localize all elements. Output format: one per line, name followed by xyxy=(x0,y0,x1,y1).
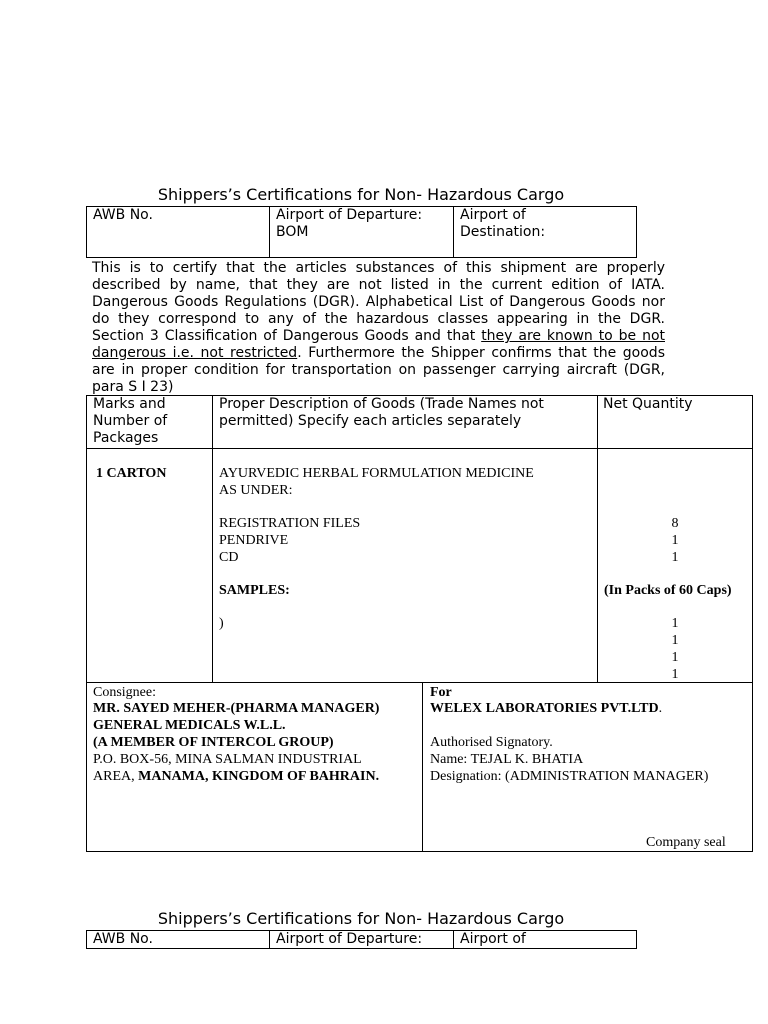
item-name: CD xyxy=(219,550,239,565)
departure-label: Airport of Departure: xyxy=(276,931,423,947)
consignee-name: MR. SAYED MEHER-(PHARMA MANAGER) xyxy=(93,701,380,716)
description-header xyxy=(219,396,544,430)
consignee-label: Consignee: xyxy=(93,685,156,700)
marks-header-line: Packages xyxy=(93,430,159,446)
consignee-company: GENERAL MEDICALS W.L.L. xyxy=(93,718,286,733)
certification-text-1: This is to certify that the articles substances of this shipment are properly described by name, that they are not listed in the current edition of IATA. Dangerous Goods Regulations (DGR). Alphabetical List of Dangerous Goods nor do they correspond to any of the hazardous classes appearing in the DGR. Section 3 Classification of Dangerous Goods and that xyxy=(92,260,665,344)
column-divider xyxy=(597,396,598,682)
departure-value: BOM xyxy=(276,224,309,240)
consignee-group: (A MEMBER OF INTERCOL GROUP) xyxy=(93,735,334,750)
departure-cell xyxy=(270,207,454,257)
shipper-company-suffix: . xyxy=(658,701,663,716)
signatory-designation: Designation: (ADMINISTRATION MANAGER) xyxy=(430,769,709,784)
awb-cell xyxy=(87,931,270,948)
shipper-company xyxy=(430,700,662,717)
certification-text-2: . Furthermore the Shipper confirms that the goods are in proper condition for transportation on passenger carrying aircraft (DGR, para S I 23) xyxy=(92,345,665,395)
marks-header-line: Number of xyxy=(93,413,168,429)
marks-header-line: Marks and xyxy=(93,396,166,412)
item-quantity: 1 xyxy=(671,550,679,565)
destination-label: Airport of xyxy=(460,931,526,947)
consignee-address-2 xyxy=(93,768,379,785)
departure-label: Airport of Departure: xyxy=(276,207,423,223)
certification-paragraph xyxy=(92,260,665,396)
consignee-address-prefix: AREA, xyxy=(93,769,139,784)
header-divider xyxy=(87,448,752,449)
samples-label: SAMPLES: xyxy=(219,583,290,598)
sample-quantity: 1 xyxy=(671,667,679,682)
description-header-line: Proper Description of Goods (Trade Names not xyxy=(219,396,544,412)
destination-cell xyxy=(454,207,636,257)
awb-label: AWB No. xyxy=(93,931,153,947)
column-divider xyxy=(422,683,423,851)
item-name: PENDRIVE xyxy=(219,533,289,548)
shipper-company-name: WELEX LABORATORIES PVT.LTD xyxy=(430,701,659,716)
sample-quantity: 1 xyxy=(671,633,679,648)
page-title: Shippers’s Certifications for Non- Hazardous Cargo xyxy=(157,185,565,204)
authorised-signatory: Authorised Signatory. xyxy=(430,735,553,750)
shipper-for-label: For xyxy=(430,685,452,700)
goods-table xyxy=(86,395,753,683)
awb-header-table xyxy=(86,206,637,258)
departure-cell xyxy=(270,931,454,948)
description-header-line: permitted) Specify each articles separately xyxy=(219,413,522,429)
marks-value: 1 CARTON xyxy=(96,466,167,481)
certification-underlined-text: they are known to be not dangerous i.e. not restricted xyxy=(92,328,665,361)
quantity-header: Net Quantity xyxy=(603,396,693,412)
destination-label-2: Destination: xyxy=(460,224,546,240)
company-seal: Company seal xyxy=(646,835,726,850)
destination-label: Airport of xyxy=(460,207,526,223)
description-line: AYURVEDIC HERBAL FORMULATION MEDICINE xyxy=(219,466,534,481)
column-divider xyxy=(212,396,213,682)
awb-cell xyxy=(87,207,270,257)
samples-note: (In Packs of 60 Caps) xyxy=(604,583,732,598)
item-name: REGISTRATION FILES xyxy=(219,516,361,531)
consignee-address-city: MANAMA, KINGDOM OF BAHRAIN. xyxy=(138,769,380,784)
paren-mark: ) xyxy=(219,616,224,631)
awb-label: AWB No. xyxy=(93,207,153,223)
consignee-address-1: P.O. BOX-56, MINA SALMAN INDUSTRIAL xyxy=(93,752,362,767)
item-quantity: 8 xyxy=(671,516,679,531)
party-table xyxy=(86,682,753,852)
destination-cell xyxy=(454,931,636,948)
awb-header-table-2 xyxy=(86,930,637,949)
marks-header xyxy=(93,396,167,447)
sample-quantity: 1 xyxy=(671,650,679,665)
item-quantity: 1 xyxy=(671,533,679,548)
signatory-name: Name: TEJAL K. BHATIA xyxy=(430,752,584,767)
sample-quantity: 1 xyxy=(671,616,679,631)
description-line: AS UNDER: xyxy=(219,483,293,498)
page-title-2: Shippers’s Certifications for Non- Hazardous Cargo xyxy=(157,909,565,928)
